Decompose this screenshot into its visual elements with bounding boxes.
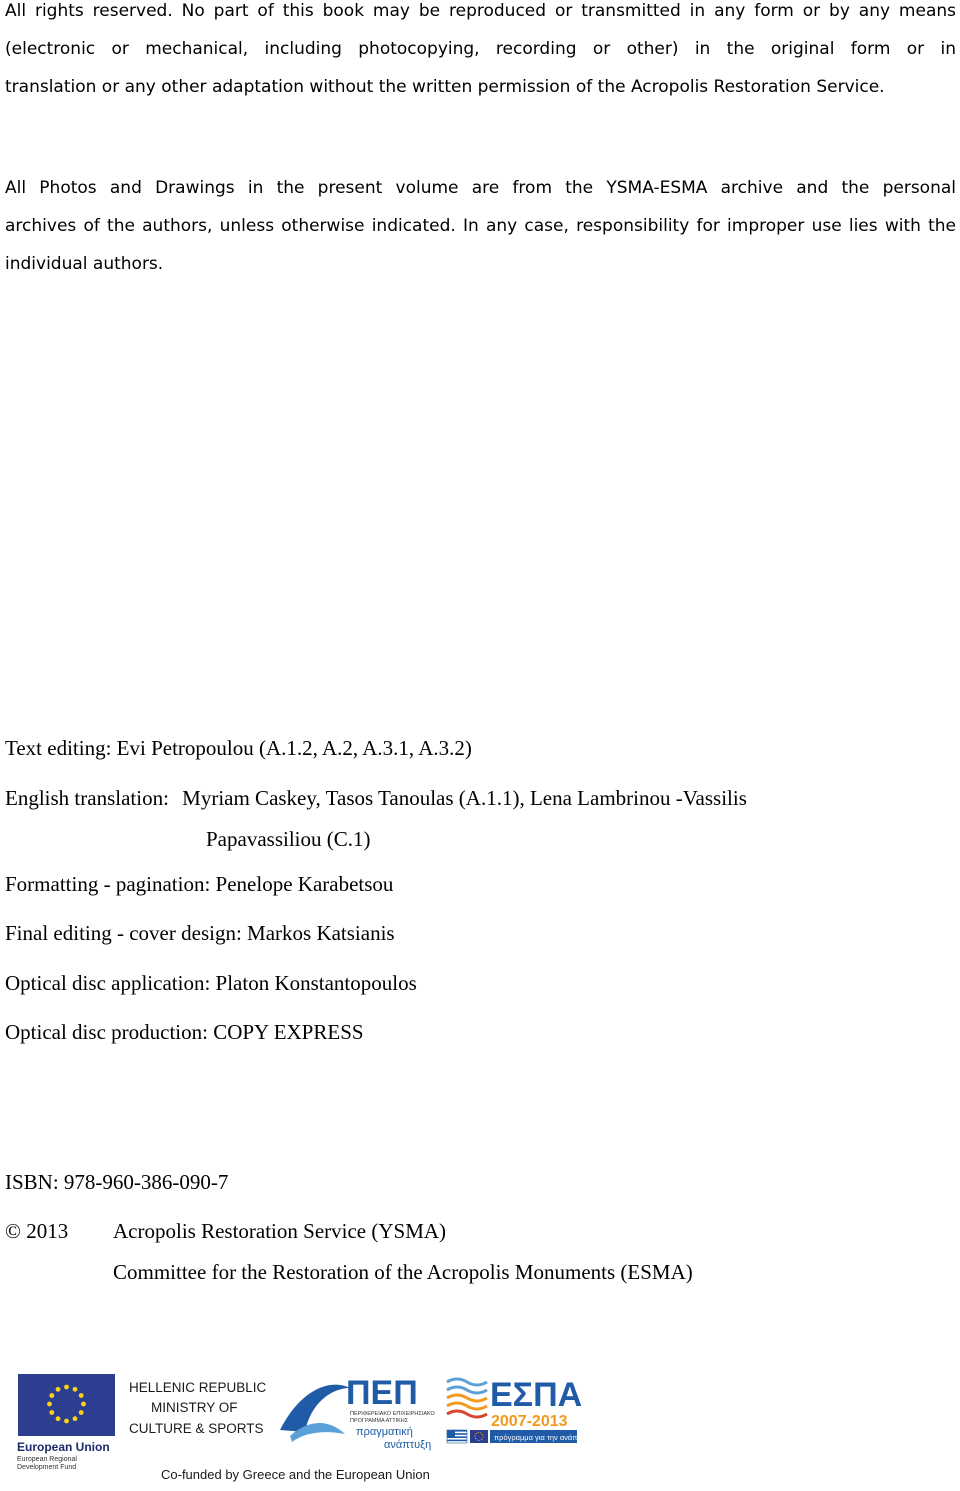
eu-flag-icon [18, 1374, 115, 1436]
rights-line-2: (electronic or mechanical, including photocopying, recording or other) in the original form or in [5, 39, 956, 59]
isbn: ISBN: 978-960-386-090-7 [5, 1170, 229, 1194]
copyright-year: © 2013 [5, 1219, 69, 1243]
eu-sub-1: European Regional [17, 1456, 77, 1463]
eu-label: European Union [17, 1440, 110, 1454]
translation-names-line1: Myriam Caskey, Tasos Tanoulas (A.1.1), Lena Lambrinou -Vassilis [182, 786, 747, 810]
text-editing-credit: Text editing: Evi Petropoulou (A.1.2, A.2, A.3.1, A.3.2) [5, 736, 472, 760]
funding-logos-svg [0, 1360, 960, 1486]
final-editing-credit: Final editing - cover design: Markos Katsianis [5, 921, 395, 945]
espa-years: 2007-2013 [491, 1413, 568, 1430]
pep-small-1: ΠΕΡΙΦΕΡΕΙΑΚΟ ΕΠΙΧΕΙΡΗΣΙΑΚΟ [350, 1411, 435, 1417]
ministry-line-3: CULTURE & SPORTS [129, 1421, 264, 1436]
pep-word-1: πραγματική [356, 1426, 413, 1438]
photos-paragraph [5, 169, 956, 283]
cofunded-text: Co-funded by Greece and the European Union [161, 1467, 430, 1482]
eu-sub-2: Development Fund [17, 1464, 77, 1471]
espa-waves-icon [447, 1379, 487, 1417]
greek-flag-icon [447, 1430, 467, 1443]
rights-paragraph [5, 0, 956, 106]
pep-word-2: ανάπτυξη [384, 1439, 432, 1451]
ministry-line-1: HELLENIC REPUBLIC [129, 1380, 267, 1395]
funding-logos [0, 1360, 960, 1486]
photos-line-3: individual authors. [5, 254, 164, 274]
formatting-credit: Formatting - pagination: Penelope Karabetsou [5, 872, 394, 896]
disc-production-credit: Optical disc production: COPY EXPRESS [5, 1020, 364, 1044]
ministry-line-2: MINISTRY OF [151, 1400, 238, 1415]
espa-tag: πρόγραμμα για την ανάπτυξη [494, 1433, 593, 1442]
photos-line-1: All Photos and Drawings in the present volume are from the YSMA-ESMA archive and the personal [5, 178, 956, 198]
pep-small-2: ΠΡΟΓΡΑΜΜΑ ΑΤΤΙΚΗΣ [350, 1418, 409, 1424]
rights-line-1: All rights reserved. No part of this book may be reproduced or transmitted in any form or by any means [5, 1, 956, 21]
pep-swoosh-icon [280, 1385, 350, 1442]
rights-line-3: translation or any other adaptation without the written permission of the Acropolis Restoration Service. [5, 77, 885, 97]
eu-mini-flag-icon [470, 1430, 488, 1443]
photos-line-2: archives of the authors, unless otherwise indicated. In any case, responsibility for improper use lies with the [5, 216, 956, 236]
translation-credit [5, 786, 747, 811]
publisher-2: Committee for the Restoration of the Acropolis Monuments (ESMA) [113, 1260, 693, 1284]
translation-label: English translation: [5, 786, 169, 810]
espa-title: ΕΣΠΑ [490, 1376, 583, 1414]
translation-names-line2: Papavassiliou (C.1) [206, 827, 371, 851]
pep-title: ΠΕΠ [346, 1374, 418, 1412]
disc-application-credit: Optical disc application: Platon Konstantopoulos [5, 971, 417, 995]
publisher-1: Acropolis Restoration Service (YSMA) [113, 1219, 447, 1243]
